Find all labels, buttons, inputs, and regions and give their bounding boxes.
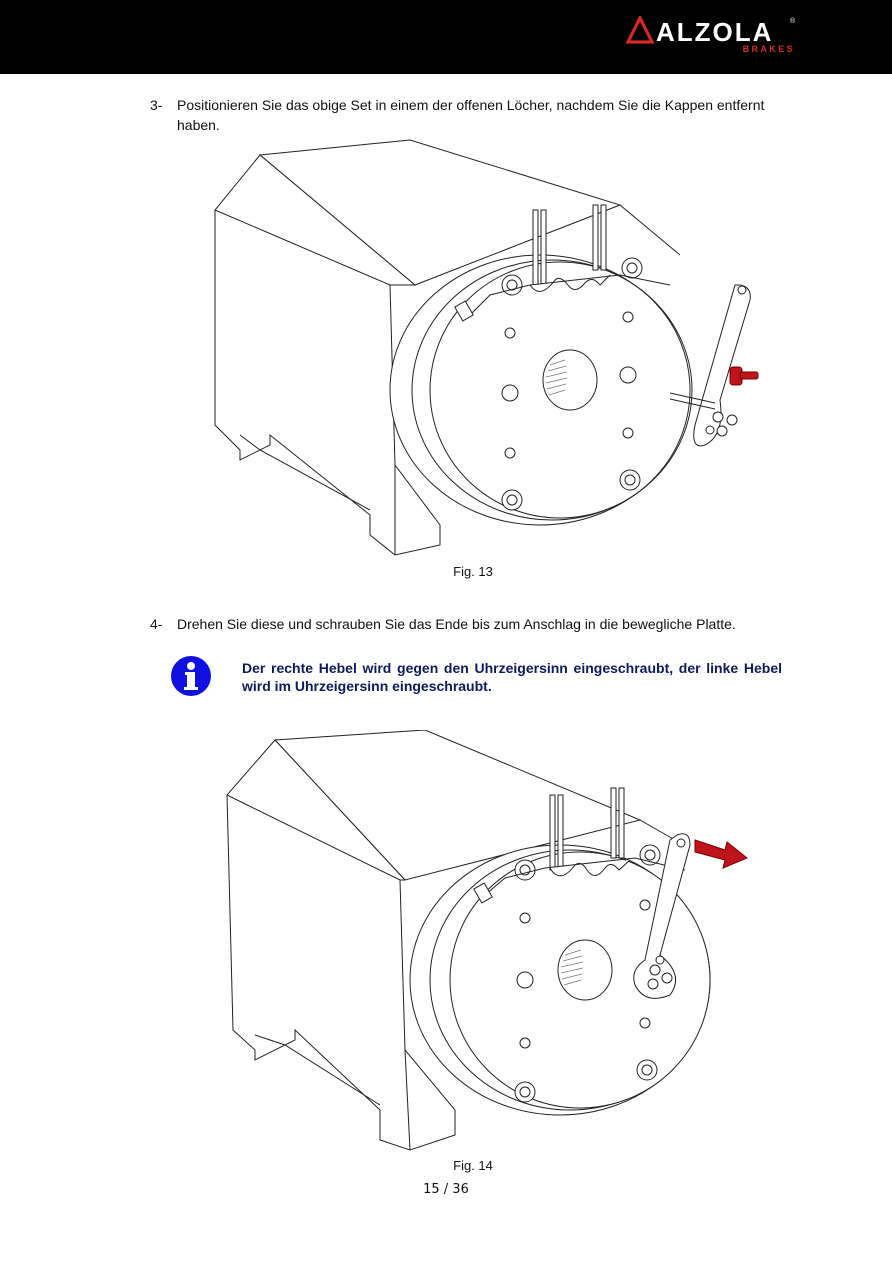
brand-registered-mark: ®: [790, 18, 796, 25]
info-note-text: Der rechte Hebel wird gegen den Uhrzeigersinn eingeschraubt, der linke Hebel wird im Uhrzeigersinn eingeschraubt.: [242, 660, 782, 694]
info-icon: [170, 655, 212, 697]
figure-13-caption: Fig. 13: [453, 564, 493, 579]
figure-14-caption: Fig. 14: [453, 1158, 493, 1173]
step-text: Positionieren Sie das obige Set in einem der offenen Löcher, nachdem Sie die Kappen entfernt haben.: [177, 97, 765, 133]
brand-name: ALZOLA: [656, 17, 774, 47]
step-text: Drehen Sie diese und schrauben Sie das Ende bis zum Anschlag in die bewegliche Platte.: [177, 616, 736, 632]
page-header: [0, 0, 892, 74]
step-number: 4-: [150, 616, 163, 632]
brand-logo: [626, 16, 801, 60]
brand-subtitle: BRAKES: [742, 44, 795, 54]
step-number: 3-: [150, 97, 163, 113]
figure-13-illustration: [200, 135, 760, 560]
figure-14-illustration: [215, 730, 770, 1155]
page-number: 15 / 36: [423, 1182, 469, 1197]
logo-triangle-icon: [626, 16, 654, 44]
